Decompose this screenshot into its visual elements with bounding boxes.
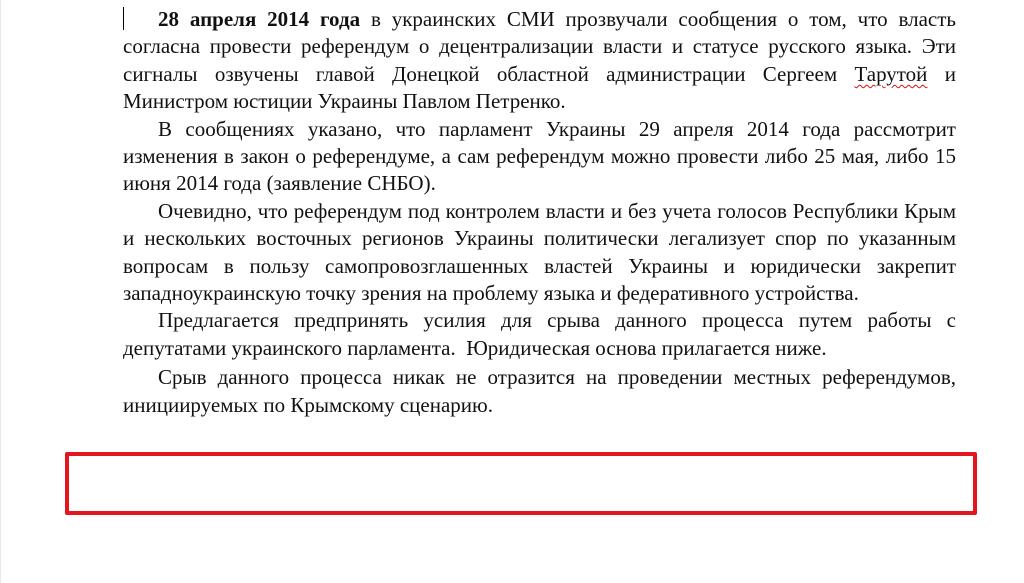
paragraph-1-date: 28 апреля 2014 года: [158, 7, 361, 31]
paragraph-4[interactable]: Предлагается предпринять усилия для срыва данного процесса путем работы с депутатами украинского парламента. Юридическая основа прилагается ниже.: [123, 308, 962, 360]
spellcheck-word[interactable]: Тарутой: [854, 61, 928, 86]
paragraph-1-text-a: в украинских СМИ прозвучали сообщения о том, что власть согласна провести референдум о децентрализации власти и статусе русского языка. Эти сигналы озвучены главой Донецкой областной администрации Сергеем: [123, 7, 956, 86]
document-body[interactable]: [123, 6, 962, 419]
red-highlight-frame: [65, 452, 977, 515]
paragraph-5-highlighted[interactable]: Срыв данного процесса никак не отразится на проведении местных референдумов, инициируемых по Крымскому сценарию.: [123, 365, 956, 417]
text-cursor: [123, 7, 124, 30]
page-edge: [0, 0, 1, 583]
paragraph-1-text-b: и Министром юстиции Украины Павлом Петренко.: [123, 61, 956, 114]
paragraph-3[interactable]: Очевидно, что референдум под контролем власти и без учета голосов Республики Крым и нескольких восточных регионов Украины политически легализует спор по указанным вопросам в пользу самопровозглашенных властей Украины и юридически закрепит западноукраинскую точку зрения на проблему языка и федеративного устройства.: [123, 198, 956, 306]
paragraph-1[interactable]: [123, 6, 956, 116]
paragraph-2[interactable]: В сообщениях указано, что парламент Украины 29 апреля 2014 года рассмотрит изменения в закон о референдуме, а сам референдум можно провести либо 25 мая, либо 15 июня 2014 года (заявление СНБО).: [123, 116, 956, 196]
